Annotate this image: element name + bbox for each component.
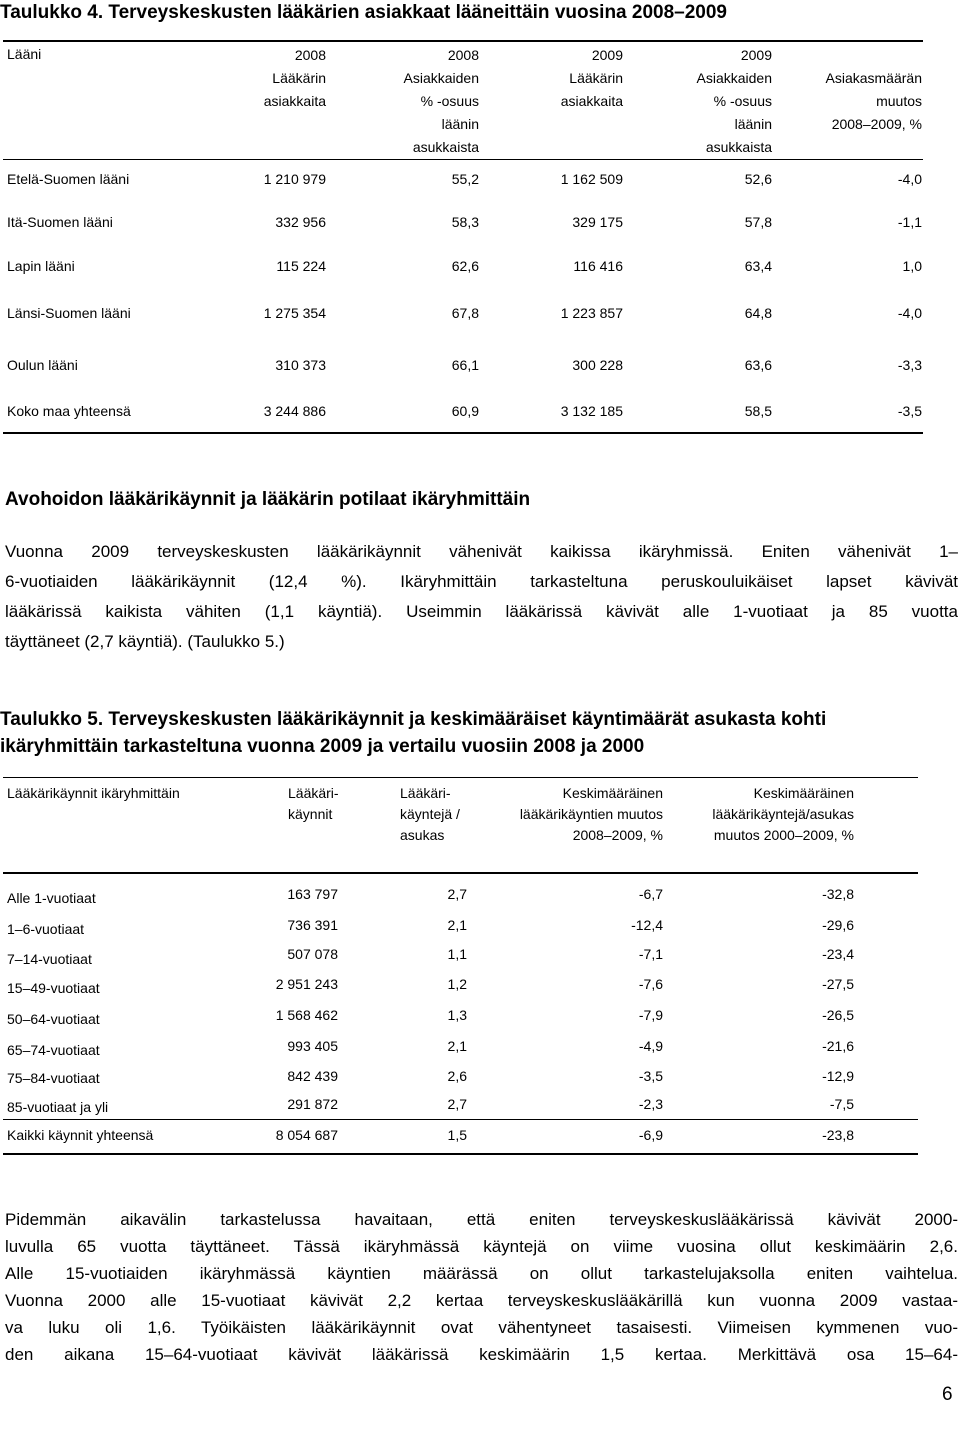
table5-col-header-1 xyxy=(288,783,339,825)
table-row xyxy=(0,917,960,937)
table-cell: 66,1 xyxy=(451,357,479,373)
row-label: Itä-Suomen lääni xyxy=(7,214,113,230)
table4-col-header-5 xyxy=(826,67,923,136)
title-line: ikäryhmittäin tarkasteltuna vuonna 2009 ja vertailu vuosiin 2008 ja 2000 xyxy=(0,736,645,757)
header-line: 2009 xyxy=(740,47,772,63)
table4-title: Taulukko 4. Terveyskeskusten lääkärien asiakkaat lääneittäin vuosina 2008–2009 xyxy=(0,2,727,23)
table5-top-rule xyxy=(3,777,918,778)
table-cell: 115 224 xyxy=(276,258,326,274)
table-cell: 300 228 xyxy=(572,357,623,373)
table-row xyxy=(0,886,960,906)
table-row xyxy=(0,214,960,234)
table-cell: -23,8 xyxy=(822,1127,854,1143)
header-line: 2008 xyxy=(294,47,326,63)
header-line: Keskimääräinen xyxy=(753,785,854,801)
table-cell: -3,5 xyxy=(638,1068,663,1084)
closing-paragraph xyxy=(5,1206,958,1368)
table-cell: -32,8 xyxy=(822,886,854,902)
table-row-total xyxy=(0,403,960,423)
table-cell: 1 223 857 xyxy=(560,305,623,321)
header-line: muutos 2000–2009, % xyxy=(713,827,854,843)
table-row xyxy=(0,1038,960,1058)
title-line: Taulukko 5. Terveyskeskusten lääkärikäynnit ja keskimääräiset käyntimäärät asukasta kohti xyxy=(0,709,827,730)
table-cell: 55,2 xyxy=(451,171,479,187)
row-label: 7–14-vuotiaat xyxy=(7,951,92,967)
paragraph-line: va luku oli 1,6. Työikäisten lääkärikäynnit ovat vähentyneet tasaisesti. Viimeisen kymmenen vuo- xyxy=(5,1318,958,1337)
paragraph-line: luvulla 65 vuotta täyttäneet. Tässä ikäryhmässä käyntejä on viime vuosina ollut keskimäärin 2,6. xyxy=(5,1237,958,1256)
header-line: Asiakasmäärän xyxy=(825,70,922,86)
header-line: asukas xyxy=(400,827,445,843)
table-cell: 2,1 xyxy=(447,1038,467,1054)
header-line: Asiakkaiden xyxy=(403,70,479,86)
header-line: lääkärikäyntejä/asukas xyxy=(712,806,854,822)
row-label: Kaikki käynnit yhteensä xyxy=(7,1127,154,1143)
header-line: 2009 xyxy=(591,47,623,63)
table-cell: 3 132 185 xyxy=(560,403,623,419)
table4-col-header-3 xyxy=(561,44,623,113)
row-label: Alle 1-vuotiaat xyxy=(7,890,96,906)
header-line: Keskimääräinen xyxy=(562,785,663,801)
table5-col-header-4 xyxy=(712,783,854,846)
table-cell: -6,9 xyxy=(638,1127,663,1143)
table-cell: -3,3 xyxy=(897,357,922,373)
paragraph-line: täyttäneet (2,7 käyntiä). (Taulukko 5.) xyxy=(5,632,285,651)
table4-col-header-1 xyxy=(264,44,326,113)
row-label: Etelä-Suomen lääni xyxy=(7,171,130,187)
table4-col-header-4 xyxy=(697,44,773,159)
row-label: Länsi-Suomen lääni xyxy=(7,305,131,321)
table-row xyxy=(0,1007,960,1027)
table-cell: -29,6 xyxy=(822,917,854,933)
table-cell: 67,8 xyxy=(451,305,479,321)
table-row xyxy=(0,1096,960,1116)
table-cell: 1,0 xyxy=(902,258,922,274)
table4-header-label: Lääni xyxy=(7,46,42,62)
header-line: asukkaista xyxy=(705,139,772,155)
table4-bottom-rule xyxy=(3,432,923,434)
table-cell: 1 162 509 xyxy=(560,171,623,187)
table5-header-rule xyxy=(3,872,918,874)
table-cell: 332 956 xyxy=(275,214,326,230)
table-cell: 8 054 687 xyxy=(275,1127,338,1143)
section-paragraph xyxy=(5,537,958,657)
table-cell: 3 244 886 xyxy=(263,403,326,419)
table-cell: 2 951 243 xyxy=(275,976,338,992)
header-line: lääkärikäyntien muutos xyxy=(519,806,663,822)
table-cell: 1 275 354 xyxy=(263,305,326,321)
table-row xyxy=(0,946,960,966)
table4-top-rule xyxy=(3,40,923,42)
table-cell: 2,7 xyxy=(447,1096,467,1112)
paragraph-line: Vuonna 2000 alle 15-vuotiaat kävivät 2,2 kertaa terveyskeskuslääkärillä kun vuonna 2009 vastaa- xyxy=(5,1291,958,1310)
table-cell: 2,1 xyxy=(447,917,467,933)
table-cell: 58,3 xyxy=(451,214,479,230)
table-cell: -27,5 xyxy=(822,976,854,992)
table-cell: -26,5 xyxy=(822,1007,854,1023)
table-cell: -3,5 xyxy=(897,403,922,419)
table-cell: 2,6 xyxy=(447,1068,467,1084)
table5-total-rule xyxy=(3,1119,918,1120)
paragraph-line: Alle 15-vuotiaiden ikäryhmässä käyntien määrässä on ollut tarkastelujaksolla eniten vaihtelua. xyxy=(5,1264,958,1283)
table-cell: -7,1 xyxy=(638,946,663,962)
table5-col-header-3 xyxy=(520,783,663,846)
table-cell: -7,5 xyxy=(829,1096,854,1112)
page-number: 6 xyxy=(942,1384,953,1405)
table-row-total xyxy=(0,1127,960,1147)
table-cell: -6,7 xyxy=(638,886,663,902)
table-cell: 52,6 xyxy=(744,171,772,187)
table-cell: 1,2 xyxy=(447,976,467,992)
paragraph-line: den aikana 15–64-vuotiaat kävivät lääkärissä keskimäärin 1,5 kertaa. Merkittävä osa 15–64- xyxy=(5,1345,958,1364)
table-cell: 2,7 xyxy=(447,886,467,902)
table-cell: 291 872 xyxy=(287,1096,338,1112)
header-line: läänin xyxy=(734,116,772,132)
table-cell: 1 210 979 xyxy=(263,171,326,187)
row-label: Lapin lääni xyxy=(7,258,75,274)
header-line: Asiakkaiden xyxy=(696,70,772,86)
paragraph-line: Pidemmän aikavälin tarkastelussa havaitaan, että eniten terveyskeskuslääkärissä kävivät 2000- xyxy=(5,1210,958,1229)
table-cell: -2,3 xyxy=(638,1096,663,1112)
row-label: Koko maa yhteensä xyxy=(7,403,131,419)
row-label: 75–84-vuotiaat xyxy=(7,1070,100,1086)
header-line: asiakkaita xyxy=(263,93,326,109)
table-cell: -1,1 xyxy=(897,214,922,230)
table-row xyxy=(0,258,960,278)
table-cell: 993 405 xyxy=(287,1038,338,1054)
table-cell: 507 078 xyxy=(287,946,338,962)
header-line: Lääkärin xyxy=(569,70,623,86)
table-cell: -12,9 xyxy=(822,1068,854,1084)
table-cell: 163 797 xyxy=(287,886,338,902)
table5-header-label: Lääkärikäynnit ikäryhmittäin xyxy=(7,785,180,801)
row-label: 1–6-vuotiaat xyxy=(7,921,85,937)
header-line: Lääkärin xyxy=(272,70,326,86)
table-row xyxy=(0,305,960,325)
table-cell: 57,8 xyxy=(744,214,772,230)
header-line: % -osuus xyxy=(420,93,479,109)
table-cell: 736 391 xyxy=(287,917,338,933)
header-line: käynnit xyxy=(288,806,333,822)
table-cell: 310 373 xyxy=(275,357,326,373)
table4-col-header-2 xyxy=(404,44,480,159)
table-cell: -4,0 xyxy=(897,171,922,187)
table-cell: 63,6 xyxy=(744,357,772,373)
table-cell: 329 175 xyxy=(572,214,623,230)
table-row xyxy=(0,171,960,191)
row-label: 65–74-vuotiaat xyxy=(7,1042,100,1058)
table-cell: 842 439 xyxy=(287,1068,338,1084)
header-line: asukkaista xyxy=(412,139,479,155)
paragraph-line: 6-vuotiaiden lääkärikäynnit (12,4 %). Ikäryhmittäin tarkasteltuna peruskouluikäiset lapset kävivät xyxy=(5,572,958,591)
row-label: Oulun lääni xyxy=(7,357,78,373)
table-cell: 1,3 xyxy=(447,1007,467,1023)
table-cell: -4,9 xyxy=(638,1038,663,1054)
header-line: 2008–2009, % xyxy=(572,827,663,843)
table-cell: 62,6 xyxy=(451,258,479,274)
header-line: 2008–2009, % xyxy=(831,116,922,132)
table5-col-header-2 xyxy=(400,783,460,846)
table4-header-rule xyxy=(3,159,923,160)
table-row xyxy=(0,357,960,377)
table-cell: 64,8 xyxy=(744,305,772,321)
paragraph-line: lääkärissä kaikista vähiten (1,1 käyntiä). Useimmin lääkärissä kävivät alle 1-vuotiaat ja 85 vuotta xyxy=(5,602,958,621)
table-cell: 63,4 xyxy=(744,258,772,274)
header-line: läänin xyxy=(441,116,479,132)
header-line: asiakkaita xyxy=(560,93,623,109)
table-cell: -7,9 xyxy=(638,1007,663,1023)
header-line: % -osuus xyxy=(713,93,772,109)
table-cell: 1,1 xyxy=(447,946,467,962)
table5-title xyxy=(0,706,826,760)
section-heading: Avohoidon lääkärikäynnit ja lääkärin potilaat ikäryhmittäin xyxy=(5,489,531,510)
header-line: käyntejä / xyxy=(400,806,460,822)
paragraph-line: Vuonna 2009 terveyskeskusten lääkärikäynnit vähenivät kaikissa ikäryhmissä. Eniten vähenivät 1– xyxy=(5,542,958,561)
table-cell: -23,4 xyxy=(822,946,854,962)
row-label: 85-vuotiaat ja yli xyxy=(7,1099,109,1115)
table-row xyxy=(0,976,960,996)
header-line: Lääkäri- xyxy=(400,785,451,801)
table-cell: 1,5 xyxy=(447,1127,467,1143)
table-row xyxy=(0,1068,960,1088)
header-line: muutos xyxy=(876,93,922,109)
table-cell: -4,0 xyxy=(897,305,922,321)
table-cell: -12,4 xyxy=(631,917,663,933)
header-line: 2008 xyxy=(447,47,479,63)
table-cell: 116 416 xyxy=(573,258,623,274)
row-label: 15–49-vuotiaat xyxy=(7,980,100,996)
header-line: Lääkäri- xyxy=(288,785,339,801)
table-cell: -21,6 xyxy=(822,1038,854,1054)
table-cell: 1 568 462 xyxy=(275,1007,338,1023)
table5-bottom-rule xyxy=(3,1153,918,1155)
table-cell: 58,5 xyxy=(744,403,772,419)
table-cell: 60,9 xyxy=(451,403,479,419)
row-label: 50–64-vuotiaat xyxy=(7,1011,100,1027)
table-cell: -7,6 xyxy=(638,976,663,992)
